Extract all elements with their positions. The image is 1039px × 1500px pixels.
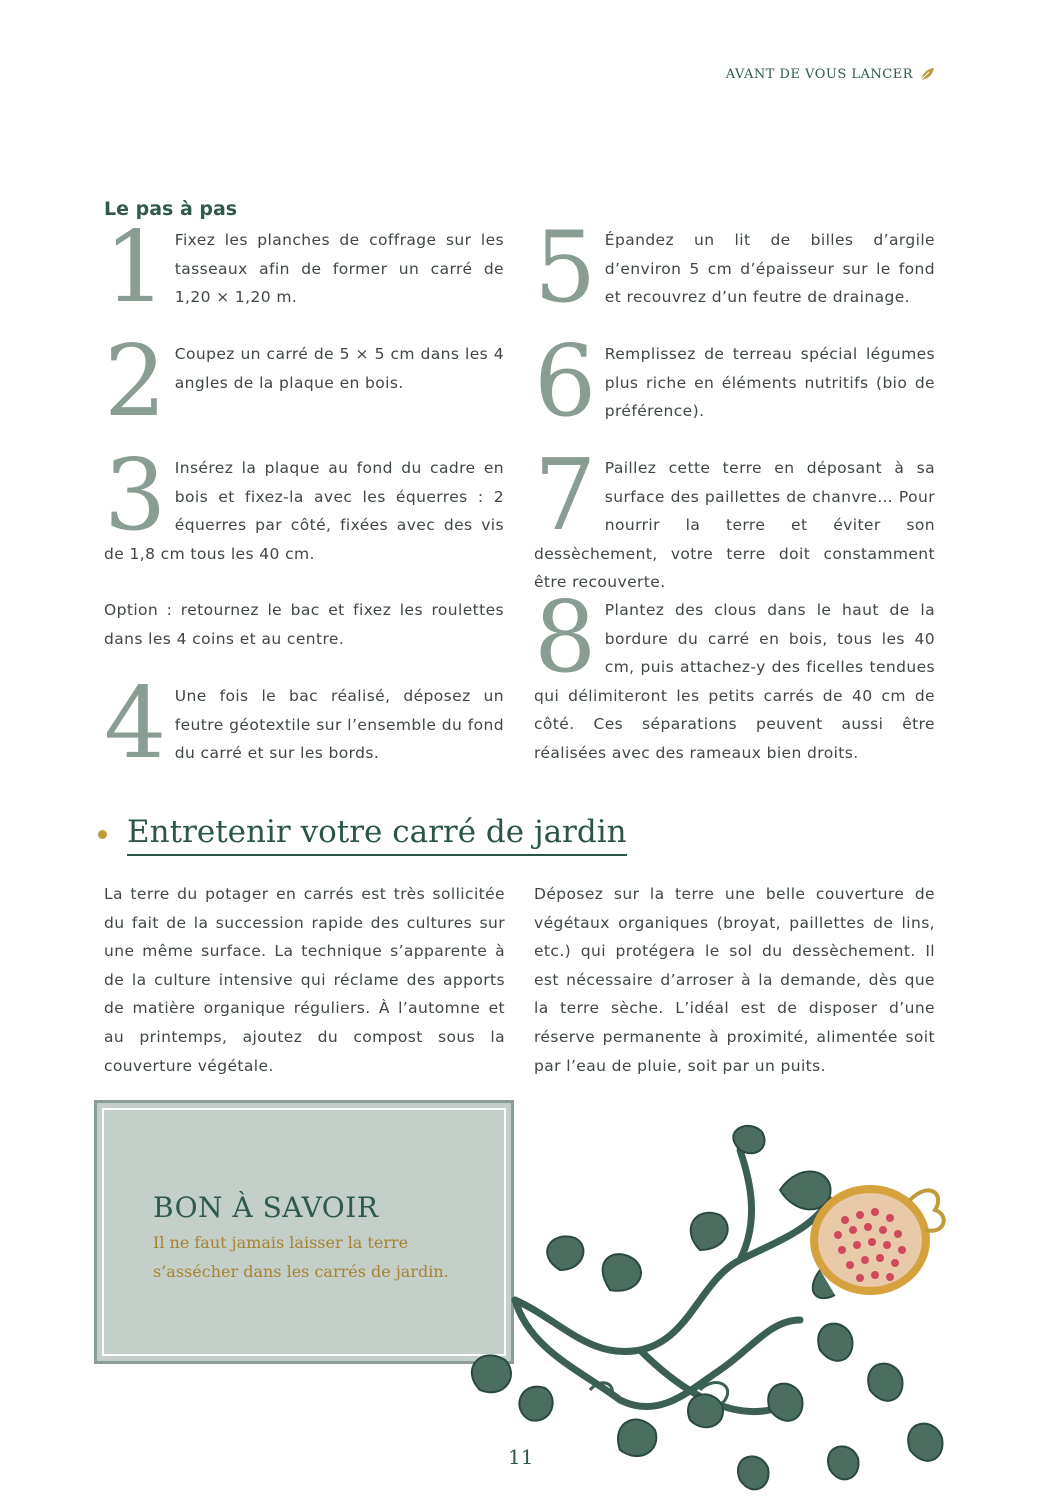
step-text: Insérez la plaque au fond du cadre en bois et fixez-la avec les équerres : 2 équerres par côté, fixées avec des vis de 1,8 cm tous les 40 cm.: [104, 459, 504, 563]
step-text: Fixez les planches de coffrage sur les tasseaux afin de former un carré de 1,20 × 1,20 m.: [174, 231, 504, 307]
step-text: Plantez des clous dans le haut de la bordure du carré en bois, tous les 40 cm, puis attachez-y des ficelles tendues qui délimiteront les petits carrés de 40 cm de côté. Ces séparations peuvent aussi être réalisées avec des rameaux bien droits.: [534, 601, 935, 762]
option-note: Option : retournez le bac et fixez les roulettes dans les 4 coins et au centre.: [104, 601, 504, 648]
step-number: 2: [104, 325, 167, 439]
step-8: [534, 581, 935, 768]
step-number: 8: [534, 581, 597, 695]
step-1: [104, 211, 504, 325]
tip-title: BON À SAVOIR: [153, 1191, 379, 1224]
step-6: [534, 325, 935, 439]
step-number: 4: [104, 667, 167, 781]
steps-heading: Le pas à pas: [104, 198, 238, 220]
step-number: 6: [534, 325, 597, 439]
step-text: Paillez cette terre en déposant à sa surface des paillettes de chanvre… Pour nourrir la terre et éviter son dessèchement, votre terre doit constamment être recouverte.: [534, 459, 935, 592]
vine-ornament-icon: [440, 1120, 970, 1500]
section-title: Entretenir votre carré de jardin: [127, 812, 627, 856]
running-head-text: AVANT DE VOUS LANCER: [725, 66, 913, 82]
bullet-icon: [98, 830, 107, 839]
step-text: Épandez un lit de billes d’argile d’environ 5 cm d’épaisseur sur le fond et recouvrez d’un feutre de drainage.: [604, 231, 935, 307]
step-number: 3: [104, 439, 167, 553]
step-number: 1: [104, 211, 167, 325]
step-text: Une fois le bac réalisé, déposez un feutre géotextile sur l’ensemble du fond du carré et sur les bords.: [174, 687, 504, 763]
step-text: Remplissez de terreau spécial légumes plus riche en éléments nutritifs (bio de préférence).: [604, 345, 935, 421]
body-left: La terre du potager en carrés est très sollicitée du fait de la succession rapide des cultures sur une même surface. La technique s’apparente à de la culture intensive qui réclame des apports de matière organique réguliers. À l’automne et au printemps, ajoutez du compost sous la couverture végétale.: [104, 885, 505, 1075]
step-number: 5: [534, 211, 597, 325]
step-3: [104, 439, 504, 568]
step-number: 7: [534, 439, 597, 553]
step-7: [534, 439, 935, 597]
step-2: [104, 325, 504, 439]
running-head: [726, 66, 935, 82]
page-number: 11: [508, 1445, 534, 1469]
step-5: [534, 211, 935, 325]
leaf-icon: [919, 66, 935, 82]
body-right: Déposez sur la terre une belle couverture de végétaux organiques (broyat, paillettes de lins, etc.) qui protégera le sol du dessèchement. Il est nécessaire d’arroser à la demande, dès que la terre sèche. L’idéal est de disposer d’une réserve permanente à proximité, alimentée soit par l’eau de pluie, soit par un puits.: [534, 885, 935, 1075]
step-4: [104, 667, 504, 781]
tip-text: Il ne faut jamais laisser la terre s’assécher dans les carrés de jardin.: [153, 1233, 449, 1281]
section-heading: [98, 812, 627, 856]
step-text: Coupez un carré de 5 × 5 cm dans les 4 angles de la plaque en bois.: [174, 345, 504, 392]
